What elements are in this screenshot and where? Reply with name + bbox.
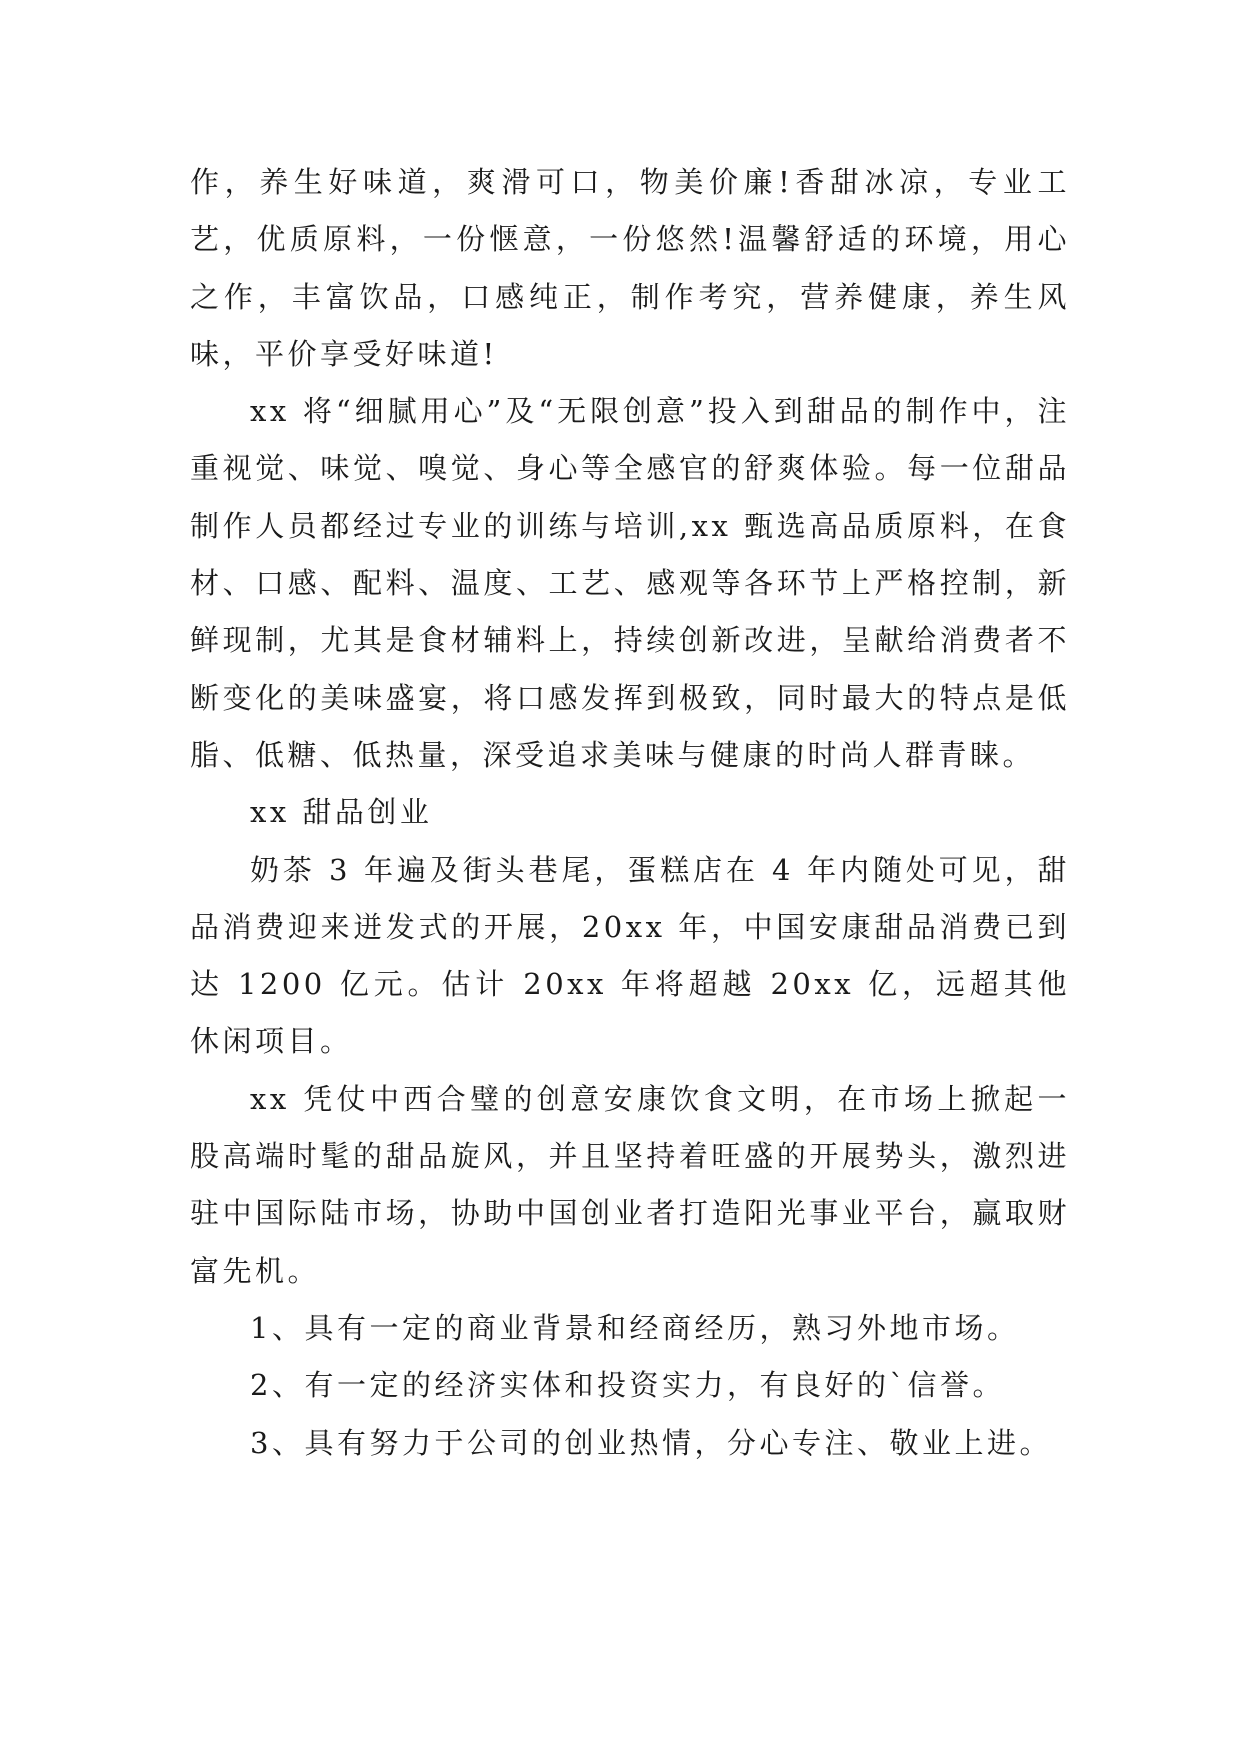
paragraph-brand-philosophy: xx 将“细腻用心”及“无限创意”投入到甜品的制作中，注重视觉、味觉、嗅觉、身心等全感官的舒爽体验。每一位甜品制作人员都经过专业的训练与培训,xx 甄选高品质原料，在食材、口感、配料、温度、工艺、感观等各环节上严格控制，新鲜现制，尤其是食材辅料上，持续创新改进，呈献给消费者不断变化的美味盛宴，将口感发挥到极致，同时最大的特点是低脂、低糖、低热量，深受追求美味与健康的时尚人群青睐。 [190,394,1070,772]
paragraph-market: 奶茶 3 年遍及街头巷尾，蛋糕店在 4 年内随处可见，甜品消费迎来迸发式的开展，20xx 年，中国安康甜品消费已到达 1200 亿元。估计 20xx 年将超越 20xx 亿，远超其他休闲项目。 [190,852,1070,1059]
list-item-requirement-1: 1、具有一定的商业背景和经商经历，熟习外地市场。 [250,1310,1020,1345]
list-item-requirement-2: 2、有一定的经济实体和投资实力，有良好的`信誉。 [250,1368,1005,1403]
section-heading: xx 甜品创业 [250,795,433,830]
paragraph-intro-continued: 作，养生好味道，爽滑可口，物美价廉!香甜冰凉，专业工艺，优质原料，一份惬意，一份悠然!温馨舒适的环境，用心之作，丰富饮品，口感纯正，制作考究，营养健康，养生风味，平价享受好味道! [190,165,1070,371]
paragraph-expansion: xx 凭仗中西合璧的创意安康饮食文明，在市场上掀起一股高端时髦的甜品旋风，并且坚持着旺盛的开展势头，激烈进驻中国际陆市场，协助中国创业者打造阳光事业平台，赢取财富先机。 [190,1081,1070,1288]
list-item-requirement-3: 3、具有努力于公司的创业热情，分心专注、敬业上进。 [250,1425,1052,1460]
document-body [190,154,1070,1472]
